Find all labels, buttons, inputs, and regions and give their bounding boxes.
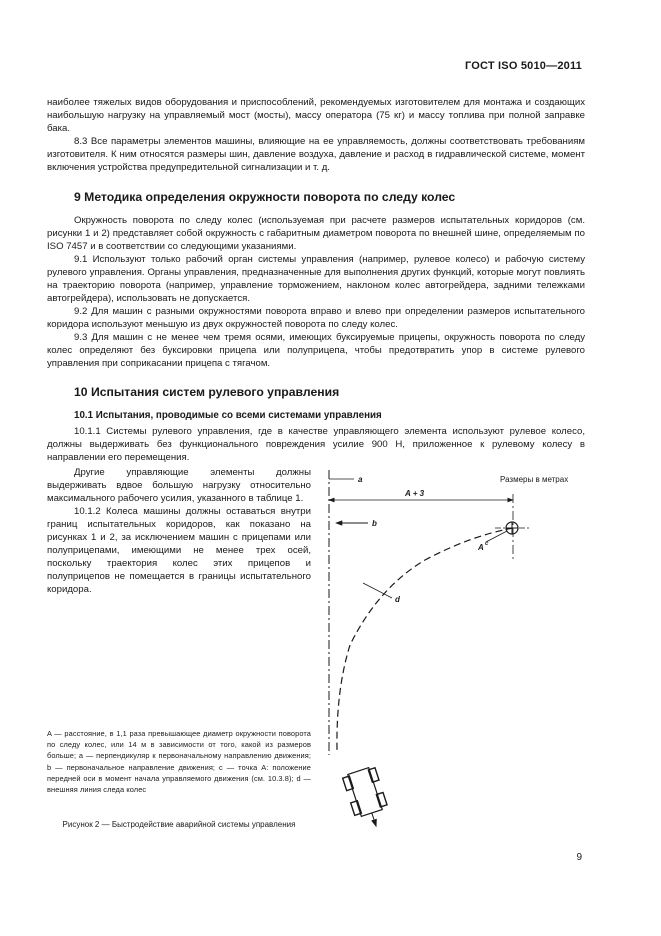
leader-c — [486, 531, 507, 542]
paragraph-other-controls: Другие управляющие элементы должны выдерживать вдвое большую нагрузку относительно максимального рабочего усилия, указанного в таблице 1. — [47, 467, 311, 504]
figure-caption: Рисунок 2 — Быстродействие аварийной системы управления — [62, 820, 296, 829]
paragraph-9-3: 9.3 Для машин с не менее чем тремя осями, имеющих буксируемые прицепы, окружность поворота по следу колес определяют без буксировки прицепа или полуприцепа, чтобы предотвратить упор в системе рулевого управления при соприкасании прицепа с тягачом. — [47, 332, 585, 369]
label-dimension: A + 3 — [405, 489, 425, 498]
label-a: a — [358, 475, 363, 484]
paragraph-8-3: 8.3 Все параметры элементов машины, влияющие на ее управляемость, должны соответствовать требованиям изготовителя. К ним относятся размеры шин, давление воздуха, давление и расход в гидравлической системе, момент включения устройства предупредительной сигнализации и т. д. — [47, 136, 585, 173]
paragraph-10-1-2: 10.1.2 Колеса машины должны оставаться внутри границ испытательных коридоров, как показано на рисунках 1 и 2, за исключением машин с прицепами или полуприцепами, имеющими не менее трех осей, поскольку траектория колес этих прицепов и полуприцепов не помещается в границы испытательного коридора. — [47, 506, 311, 595]
paragraph-9-intro: Окружность поворота по следу колес (используемая при расчете размеров испытательных коридоров (см. рисунки 1 и 2) представляет собой окружность с габаритным диаметром поворота по внешней шине, определяемым по ISO 7457 и в соответствии со следующими указаниями. — [47, 215, 585, 252]
standard-header: ГОСТ ISO 5010—2011 — [464, 60, 582, 72]
section-9-heading: 9 Методика определения окружности поворота по следу колес — [74, 190, 456, 204]
units-note: Размеры в метрах — [500, 475, 569, 484]
wheel-track-curve — [337, 528, 513, 750]
paragraph-9-2: 9.2 Для машин с разными окружностями поворота вправо и влево при определении размеров испытательного коридора используют меньшую из двух окружностей поворота по следу колес. — [47, 306, 585, 330]
figure-legend: A — расстояние, в 1,1 раза превышающее диаметр окружности поворота по следу колес, или 14 м в зависимости от того, какой из размеров больше; a — перпендикуляр к первоначальному направлению движения; b — первоначальное направление движения; c — точка A: положение передней оси в момент начала управляемого движения (см. 10.3.8); d — внешняя линия следа колес — [47, 729, 311, 795]
label-c: c — [485, 541, 489, 547]
label-d: d — [395, 595, 400, 604]
paragraph-10-1-1-text: 10.1.1 Системы рулевого управления, где в качестве управляющего элемента используют рулевое колесо, должны выдерживать без функционального повреждения усилие 900 Н, приложенное к рулевому колесу в направлении его перемещения. — [47, 426, 585, 463]
leader-d — [363, 583, 392, 598]
paragraph-9-1: 9.1 Используют только рабочий орган системы управления (например, рулевое колесо) и рабочую систему рулевого управления. Органы управления, предназначенные для выполнения других функций, которые могут повлиять на траекторию поворота (например, управление торможением, наклоном колес автогрейдера, задними тележками автогрейдера), использовать не допускается. — [47, 254, 585, 304]
section-10-heading: 10 Испытания систем рулевого управления — [74, 385, 340, 399]
page-number: 9 — [576, 852, 582, 863]
vehicle-icon — [342, 766, 392, 832]
paragraph-8-2-continuation: наиболее тяжелых видов оборудования и приспособлений, рекомендуемых изготовителем для монтажа и создающих наибольшую нагрузку на управляемый мост (мосты), массу оператора (75 кг) и массу топлива при полной заправке бака. — [47, 97, 585, 134]
label-b: b — [372, 519, 377, 528]
label-A: A — [478, 543, 484, 552]
section-10-1-heading: 10.1 Испытания, проводимые со всеми системами управления — [74, 410, 382, 421]
